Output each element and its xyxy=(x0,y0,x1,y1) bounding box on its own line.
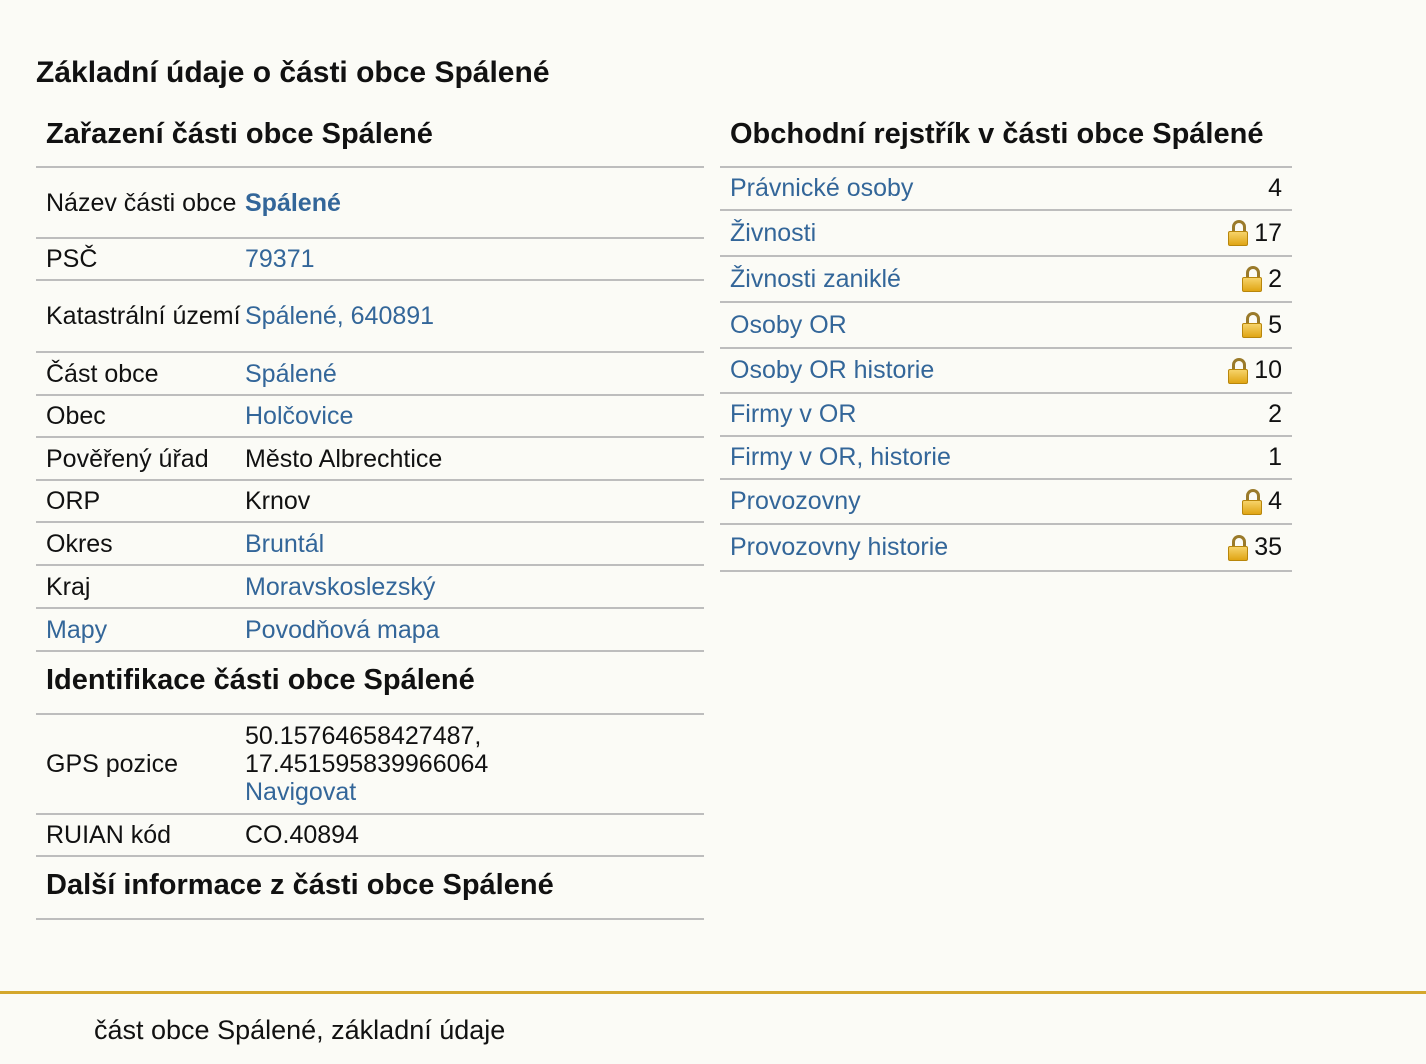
gps-longitude: 17.451595839966064 xyxy=(245,750,489,778)
row-label: ORP xyxy=(46,487,101,515)
row-psc xyxy=(36,239,704,281)
dalsi-informace-heading: Další informace z části obce Spálené xyxy=(36,857,704,920)
nazev-link[interactable]: Spálené xyxy=(245,188,341,217)
count: 10 xyxy=(1254,356,1282,384)
lock-icon xyxy=(1242,312,1262,338)
povereny-urad-value: Město Albrechtice xyxy=(245,444,443,473)
rejstrik-row-zivnosti[interactable] xyxy=(720,211,1292,257)
lock-icon xyxy=(1242,266,1262,292)
rejstrik-row-provozovny[interactable] xyxy=(720,480,1292,525)
rejstrik-row-firmy-v-or[interactable] xyxy=(720,394,1292,437)
row-label: Pověřený úřad xyxy=(46,444,209,473)
page-title: Základní údaje o části obce Spálené xyxy=(36,56,550,89)
navigovat-link[interactable]: Navigovat xyxy=(245,778,357,806)
orp-value: Krnov xyxy=(245,487,311,515)
count: 17 xyxy=(1254,218,1282,247)
row-okres xyxy=(36,523,704,566)
rejstrik-panel xyxy=(720,112,1292,572)
provozovny-historie-link[interactable]: Provozovny historie xyxy=(730,533,949,561)
rejstrik-row-provozovny-historie[interactable] xyxy=(720,525,1292,572)
lock-icon xyxy=(1228,220,1248,246)
count: 35 xyxy=(1254,533,1282,561)
rejstrik-row-pravnicke-osoby[interactable] xyxy=(720,168,1292,211)
osoby-or-link[interactable]: Osoby OR xyxy=(730,310,847,339)
row-nazev xyxy=(36,168,704,239)
count: 2 xyxy=(1268,264,1282,293)
lock-icon xyxy=(1228,358,1248,384)
count: 1 xyxy=(1268,443,1282,471)
lock-icon xyxy=(1228,535,1248,561)
cast-obce-link[interactable]: Spálené xyxy=(245,359,337,388)
row-gps xyxy=(36,715,704,815)
rejstrik-row-osoby-or[interactable] xyxy=(720,303,1292,349)
count: 4 xyxy=(1268,174,1282,202)
okres-link[interactable]: Bruntál xyxy=(245,529,325,558)
row-povereny-urad xyxy=(36,438,704,481)
row-katastralni-uzemi xyxy=(36,281,704,353)
count: 4 xyxy=(1268,487,1282,515)
row-label: Okres xyxy=(46,529,113,558)
kraj-link[interactable]: Moravskoslezský xyxy=(245,572,436,601)
firmy-v-or-historie-link[interactable]: Firmy v OR, historie xyxy=(730,443,951,471)
count: 5 xyxy=(1268,310,1282,339)
zarazeni-panel xyxy=(36,112,704,920)
row-mapy xyxy=(36,609,704,652)
mapy-link[interactable]: Mapy xyxy=(46,615,108,644)
row-ruian xyxy=(36,815,704,857)
row-kraj xyxy=(36,566,704,609)
provozovny-link[interactable]: Provozovny xyxy=(730,487,861,515)
zivnosti-link[interactable]: Živnosti xyxy=(730,218,817,247)
ruian-label: RUIAN kód xyxy=(46,821,172,849)
osoby-or-historie-link[interactable]: Osoby OR historie xyxy=(730,356,935,384)
rejstrik-heading: Obchodní rejstřík v části obce Spálené xyxy=(720,112,1292,168)
row-obec xyxy=(36,396,704,438)
row-label: Obec xyxy=(46,402,106,430)
row-label: PSČ xyxy=(46,245,98,273)
rejstrik-row-firmy-v-or-historie[interactable] xyxy=(720,437,1292,480)
gps-label: GPS pozice xyxy=(46,750,179,778)
gps-latitude: 50.15764658427487, xyxy=(245,722,482,750)
psc-link[interactable]: 79371 xyxy=(245,245,315,273)
identifikace-heading: Identifikace části obce Spálené xyxy=(36,652,704,715)
pravnicke-osoby-link[interactable]: Právnické osoby xyxy=(730,174,914,202)
footer-text: část obce Spálené, základní údaje xyxy=(94,1015,506,1045)
rejstrik-row-zivnosti-zanikle[interactable] xyxy=(720,257,1292,303)
firmy-v-or-link[interactable]: Firmy v OR xyxy=(730,400,857,428)
lock-icon xyxy=(1242,489,1262,515)
zivnosti-zanikle-link[interactable]: Živnosti zaniklé xyxy=(730,264,901,293)
povodnova-mapa-link[interactable]: Povodňová mapa xyxy=(245,615,440,644)
row-label: Část obce xyxy=(46,359,159,388)
rejstrik-row-osoby-or-historie[interactable] xyxy=(720,349,1292,394)
footer-divider xyxy=(0,991,1426,994)
row-label: Název části obce xyxy=(46,188,237,217)
obec-link[interactable]: Holčovice xyxy=(245,402,354,430)
katastralni-uzemi-link[interactable]: Spálené, 640891 xyxy=(245,302,435,330)
ruian-value: CO.40894 xyxy=(245,821,359,849)
row-label: Kraj xyxy=(46,572,91,601)
count: 2 xyxy=(1268,400,1282,428)
row-label: Katastrální území xyxy=(46,302,241,330)
zarazeni-heading: Zařazení části obce Spálené xyxy=(36,112,704,168)
row-orp xyxy=(36,481,704,523)
row-cast-obce xyxy=(36,353,704,396)
